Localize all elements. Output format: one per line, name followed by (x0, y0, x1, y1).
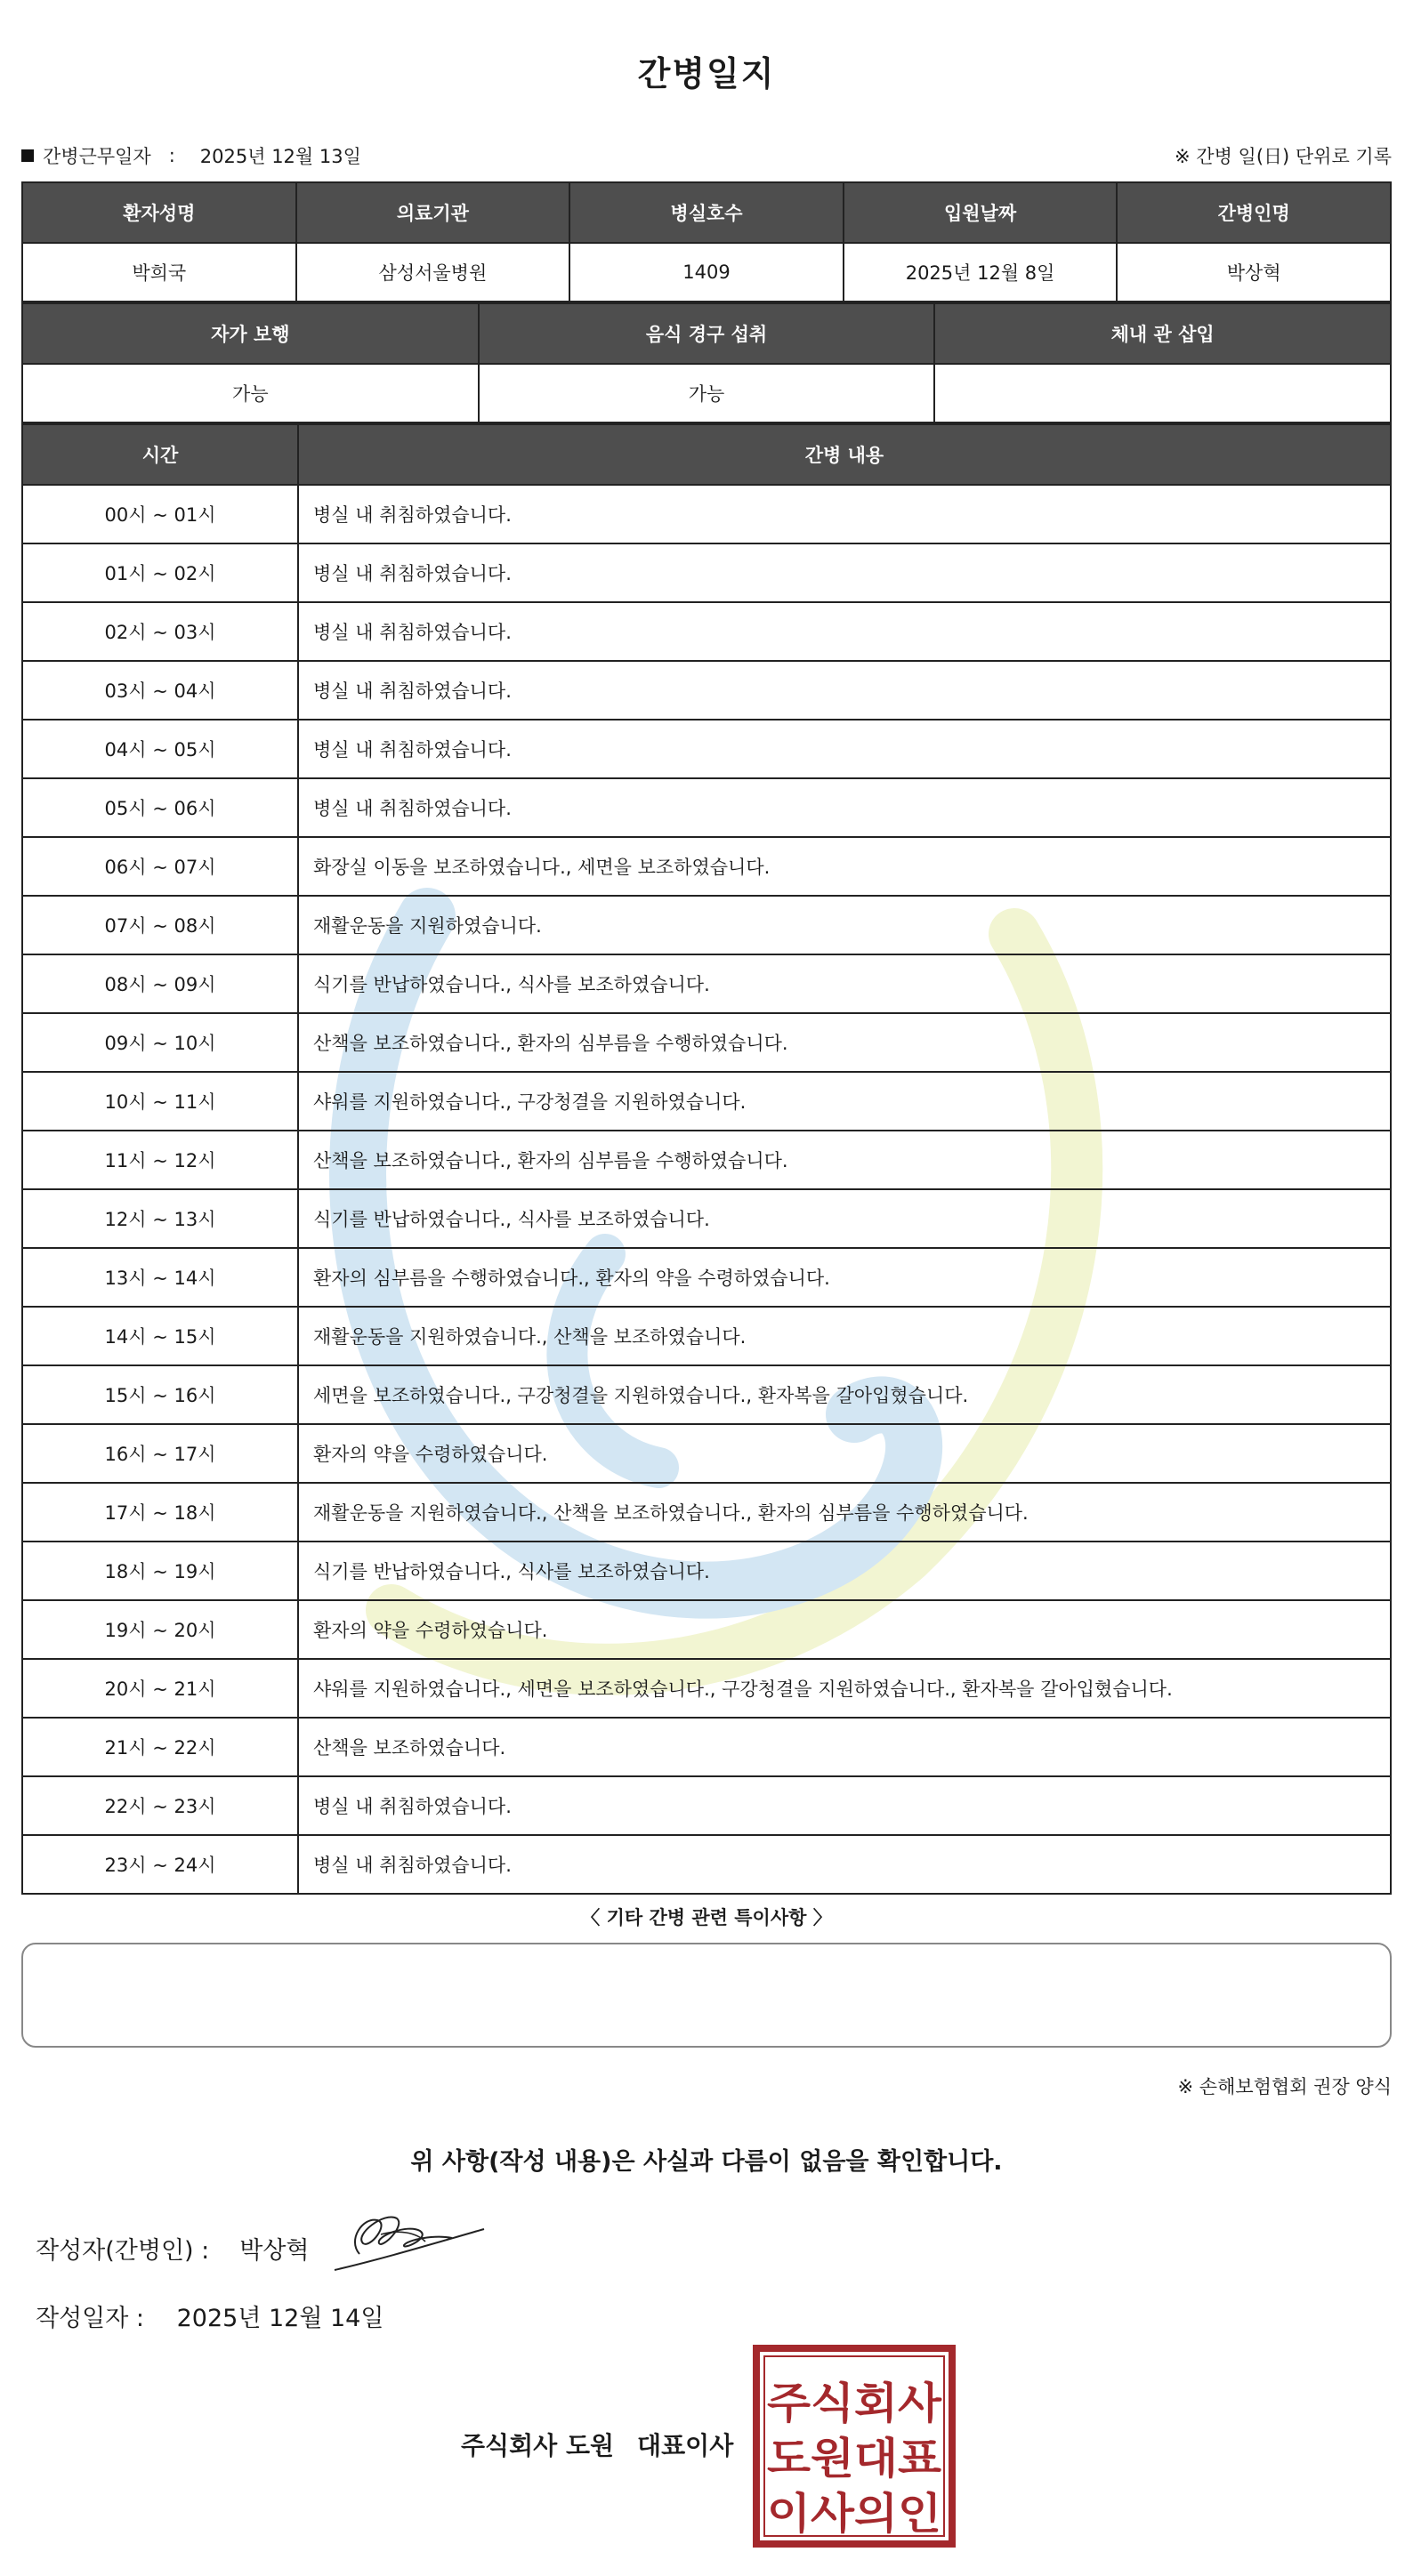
care-log-row (22, 837, 1391, 896)
care-log-content: 화장실 이동을 보조하였습니다., 세면을 보조하였습니다. (298, 837, 1391, 896)
header-caregiver: 간병인명 (1117, 182, 1391, 243)
room-value: 1409 (569, 243, 844, 302)
care-log-row (22, 1483, 1391, 1542)
written-date-label: 작성일자 : (36, 2305, 145, 2332)
care-log-time: 23시 ~ 24시 (22, 1835, 298, 1894)
care-log-content: 병실 내 취침하였습니다. (298, 661, 1391, 720)
work-date-value: 2025년 12월 13일 (199, 146, 361, 167)
care-log-time: 16시 ~ 17시 (22, 1424, 298, 1483)
seal-line-2: 도원대표 (767, 2434, 942, 2483)
care-log-row (22, 1189, 1391, 1248)
care-log-content: 재활운동을 지원하였습니다., 산책을 보조하였습니다. (298, 1307, 1391, 1365)
writer-line (36, 2231, 310, 2266)
care-log-body (22, 485, 1391, 1894)
care-log-content: 식기를 반납하였습니다., 식사를 보조하였습니다. (298, 1189, 1391, 1248)
patient-info-table (21, 181, 1392, 302)
care-log-content: 산책을 보조하였습니다., 환자의 심부름을 수행하였습니다. (298, 1131, 1391, 1189)
care-log-time: 00시 ~ 01시 (22, 485, 298, 543)
square-bullet-icon (21, 149, 34, 162)
care-log-time: 04시 ~ 05시 (22, 720, 298, 778)
care-log-row (22, 1542, 1391, 1600)
care-log-row (22, 1776, 1391, 1835)
company-line (461, 2427, 733, 2462)
page-title: 간병일지 (637, 54, 776, 93)
care-log-row (22, 1424, 1391, 1483)
care-log-row (22, 896, 1391, 954)
tube-insertion-value (934, 364, 1391, 423)
care-log-row (22, 1131, 1391, 1189)
care-log-content: 식기를 반납하였습니다., 식사를 보조하였습니다. (298, 954, 1391, 1013)
company-name: 주식회사 도원 (461, 2431, 615, 2460)
care-log-content: 재활운동을 지원하였습니다. (298, 896, 1391, 954)
care-log-time: 03시 ~ 04시 (22, 661, 298, 720)
care-log-time: 21시 ~ 22시 (22, 1718, 298, 1776)
hospital-value: 삼성서울병원 (296, 243, 570, 302)
header-room: 병실호수 (569, 182, 844, 243)
care-log-row (22, 954, 1391, 1013)
header-hospital: 의료기관 (296, 182, 570, 243)
care-log-row (22, 1307, 1391, 1365)
care-log-content: 병실 내 취침하였습니다. (298, 602, 1391, 661)
care-log-time: 19시 ~ 20시 (22, 1600, 298, 1659)
care-log-content: 재활운동을 지원하였습니다., 산책을 보조하였습니다., 환자의 심부름을 수행하였습니다. (298, 1483, 1391, 1542)
care-log-time: 13시 ~ 14시 (22, 1248, 298, 1307)
care-log-time: 10시 ~ 11시 (22, 1072, 298, 1131)
care-log-row (22, 485, 1391, 543)
care-log-row (22, 1600, 1391, 1659)
care-log-content: 병실 내 취침하였습니다. (298, 778, 1391, 837)
written-date-value: 2025년 12월 14일 (176, 2305, 384, 2332)
care-log-header-row (22, 424, 1391, 485)
care-log-content: 병실 내 취침하였습니다. (298, 1776, 1391, 1835)
header-patient-name: 환자성명 (22, 182, 296, 243)
care-log-time: 08시 ~ 09시 (22, 954, 298, 1013)
seal-line-1: 주식회사 (767, 2379, 942, 2428)
notes-title: 〈 기타 간병 관련 특이사항 〉 (581, 1907, 832, 1928)
care-log-time: 05시 ~ 06시 (22, 778, 298, 837)
written-date-line (36, 2298, 384, 2333)
signature (327, 2208, 488, 2275)
care-log-row (22, 1835, 1391, 1894)
care-log-content: 식기를 반납하였습니다., 식사를 보조하였습니다. (298, 1542, 1391, 1600)
status-value-row (22, 364, 1391, 423)
care-log-row (22, 1365, 1391, 1424)
company-seal (753, 2345, 956, 2548)
care-log-content: 샤워를 지원하였습니다., 구강청결을 지원하였습니다. (298, 1072, 1391, 1131)
care-log-row (22, 1718, 1391, 1776)
care-log-content: 산책을 보조하였습니다., 환자의 심부름을 수행하였습니다. (298, 1013, 1391, 1072)
care-log-row (22, 661, 1391, 720)
care-log-time: 20시 ~ 21시 (22, 1659, 298, 1718)
care-log-time: 18시 ~ 19시 (22, 1542, 298, 1600)
care-log-row (22, 1013, 1391, 1072)
work-date-label: 간병근무일자 (43, 146, 151, 167)
work-date-separator: : (168, 145, 175, 166)
company-title: 대표이사 (637, 2431, 734, 2460)
care-log-time: 14시 ~ 15시 (22, 1307, 298, 1365)
work-date (21, 142, 361, 169)
header-oral-intake: 음식 경구 섭취 (479, 303, 935, 364)
care-log-row (22, 1072, 1391, 1131)
care-log-content: 샤워를 지원하였습니다., 세면을 보조하였습니다., 구강청결을 지원하였습니다., 환자복을 갈아입혔습니다. (298, 1659, 1391, 1718)
seal-line-3: 이사의인 (767, 2489, 941, 2539)
confirm-statement: 위 사항(작성 내용)은 사실과 다름이 없음을 확인합니다. (410, 2148, 1003, 2176)
care-log-time: 17시 ~ 18시 (22, 1483, 298, 1542)
writer-name: 박상혁 (239, 2237, 310, 2265)
care-log-content: 세면을 보조하였습니다., 구강청결을 지원하였습니다., 환자복을 갈아입혔습니다. (298, 1365, 1391, 1424)
care-log-row (22, 602, 1391, 661)
care-log-row (22, 1659, 1391, 1718)
care-log-table (21, 423, 1392, 1895)
care-log-content: 병실 내 취침하였습니다. (298, 485, 1391, 543)
patient-info-value-row (22, 243, 1391, 302)
care-log-content: 산책을 보조하였습니다. (298, 1718, 1391, 1776)
header-admission-date: 입원날짜 (844, 182, 1118, 243)
care-log-content: 환자의 약을 수령하였습니다. (298, 1600, 1391, 1659)
oral-intake-value: 가능 (479, 364, 935, 423)
care-log-content: 병실 내 취침하였습니다. (298, 720, 1391, 778)
care-log-time: 22시 ~ 23시 (22, 1776, 298, 1835)
care-log-content: 환자의 심부름을 수행하였습니다., 환자의 약을 수령하였습니다. (298, 1248, 1391, 1307)
care-log-time: 02시 ~ 03시 (22, 602, 298, 661)
caregiver-value: 박상혁 (1117, 243, 1391, 302)
care-log-content: 병실 내 취침하였습니다. (298, 1835, 1391, 1894)
care-log-time: 07시 ~ 08시 (22, 896, 298, 954)
admission-date-value: 2025년 12월 8일 (844, 243, 1118, 302)
status-header-row (22, 303, 1391, 364)
care-log-row (22, 1248, 1391, 1307)
header-time: 시간 (22, 424, 298, 485)
care-log-time: 15시 ~ 16시 (22, 1365, 298, 1424)
patient-name-value: 박희국 (22, 243, 296, 302)
care-log-time: 06시 ~ 07시 (22, 837, 298, 896)
header-tube-insertion: 체내 관 삽입 (934, 303, 1391, 364)
patient-status-table (21, 302, 1392, 423)
care-log-content: 환자의 약을 수령하였습니다. (298, 1424, 1391, 1483)
care-log-time: 01시 ~ 02시 (22, 543, 298, 602)
header-care-content: 간병 내용 (298, 424, 1391, 485)
care-log-time: 09시 ~ 10시 (22, 1013, 298, 1072)
record-note: ※ 간병 일(日) 단위로 기록 (1175, 146, 1392, 167)
writer-label: 작성자(간병인) : (36, 2237, 210, 2265)
patient-info-header-row (22, 182, 1391, 243)
notes-box (21, 1943, 1392, 2048)
care-log-content: 병실 내 취침하였습니다. (298, 543, 1391, 602)
care-log-row (22, 543, 1391, 602)
care-log-time: 12시 ~ 13시 (22, 1189, 298, 1248)
recommend-note: ※ 손해보험협회 권장 양식 (1177, 2076, 1392, 2097)
header-self-walking: 자가 보행 (22, 303, 479, 364)
self-walking-value: 가능 (22, 364, 479, 423)
care-log-row (22, 778, 1391, 837)
care-log-time: 11시 ~ 12시 (22, 1131, 298, 1189)
care-log-row (22, 720, 1391, 778)
